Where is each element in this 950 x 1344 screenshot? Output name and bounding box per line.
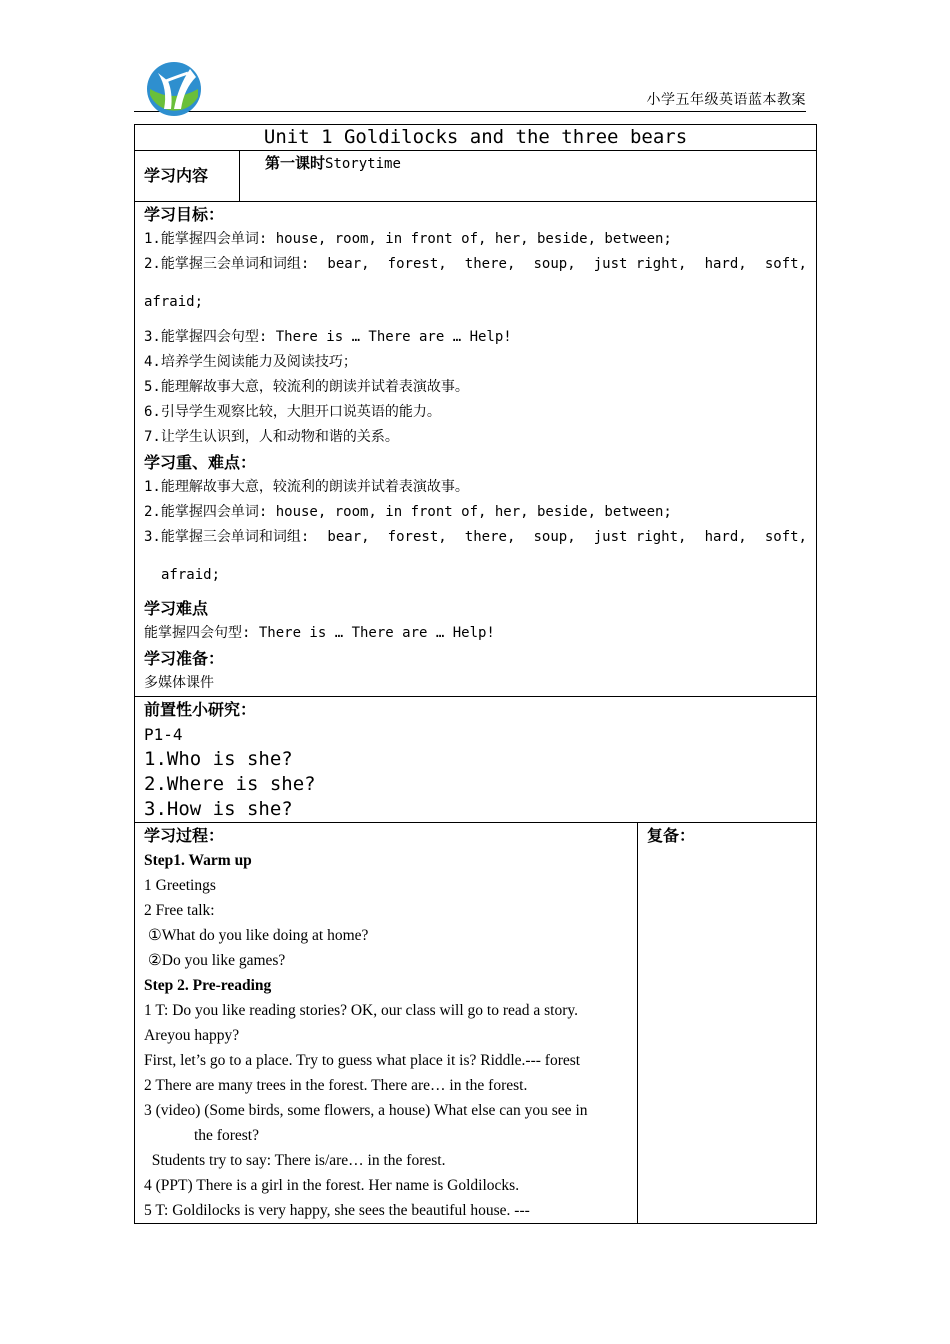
step-2-line: First, let’s go to a place. Try to guess what place it is? Riddle.--- forest: [144, 1052, 581, 1069]
pre-study-cell: [135, 697, 817, 823]
objectives-row: [135, 202, 817, 697]
step-1-line: 1 Greetings: [144, 877, 216, 894]
process-heading: 学习过程：: [144, 826, 225, 845]
objective-2-word: soup,: [533, 256, 576, 272]
content-row: [135, 151, 817, 202]
page-header: [134, 55, 806, 112]
objective-2-word: soft,: [764, 256, 807, 272]
difficulty-heading: 学习难点: [144, 599, 209, 618]
pre-study-heading: 前置性小研究：: [144, 700, 257, 719]
key-point-3-word: bear,: [327, 529, 370, 545]
key-point-3-word: forest,: [387, 529, 447, 545]
preparation-heading: 学习准备：: [144, 649, 225, 668]
step-2-line: 1 T: Do you like reading stories? OK, our class will go to read a story.: [144, 1002, 578, 1019]
step-2-line: 5 T: Goldilocks is very happy, she sees the beautiful house. ---: [144, 1202, 530, 1219]
objective-2-word: just right,: [593, 256, 687, 272]
pre-study-row: [135, 697, 817, 823]
key-point-3-continued: afraid;: [161, 567, 221, 583]
objectives-heading: 学习目标：: [144, 205, 225, 224]
process-cell: [135, 823, 638, 1224]
content-value: [240, 151, 817, 202]
step-2-line: Students try to say: There is/are… in the forest.: [144, 1152, 446, 1169]
school-logo-icon: [144, 59, 204, 119]
objective-6: 6.引导学生观察比较，大胆开口说英语的能力。: [144, 404, 441, 420]
step-1-line: ①What do you like doing at home?: [144, 927, 369, 944]
objective-2-word: there,: [464, 256, 516, 272]
review-cell: [638, 823, 817, 1224]
objective-2-word: forest,: [387, 256, 447, 272]
pre-study-question-1: 1.Who is she?: [144, 748, 293, 770]
pre-study-pages: P1-4: [144, 725, 183, 744]
step-2-line: 2 There are many trees in the forest. There are… in the forest.: [144, 1077, 528, 1094]
lesson-number: 第一课时: [265, 154, 326, 172]
key-point-3: [144, 525, 807, 550]
lesson-plan-table: [134, 124, 817, 1224]
key-point-2: 2.能掌握四会单词: house, room, in front of, her, beside, between;: [144, 504, 672, 520]
objective-5: 5.能理解故事大意，较流利的朗读并试着表演故事。: [144, 379, 469, 395]
step-1-line: 2 Free talk:: [144, 902, 215, 919]
step-1-line: ②Do you like games?: [144, 952, 286, 969]
objectives-cell: [135, 202, 817, 697]
key-point-3-word: 3.能掌握三会单词和词组:: [144, 529, 310, 545]
objective-2: [144, 252, 807, 277]
objective-3: 3.能掌握四会句型: There is … There are … Help!: [144, 329, 512, 345]
objective-7: 7.让学生认识到，人和动物和谐的关系。: [144, 429, 399, 445]
step-2-line: the forest?: [194, 1127, 259, 1144]
header-title: 小学五年级英语蓝本教案: [646, 92, 806, 108]
objective-2-word: 2.能掌握三会单词和词组:: [144, 256, 310, 272]
objective-1: 1.能掌握四会单词: house, room, in front of, her, beside, between;: [144, 231, 672, 247]
pre-study-question-2: 2.Where is she?: [144, 773, 316, 795]
title-row: [135, 125, 817, 151]
process-row: [135, 823, 817, 1224]
key-point-1: 1.能理解故事大意，较流利的朗读并试着表演故事。: [144, 479, 469, 495]
review-heading: 复备：: [647, 826, 696, 845]
key-point-3-word: there,: [464, 529, 516, 545]
content-label: 学习内容: [135, 151, 240, 202]
unit-title: Unit 1 Goldilocks and the three bears: [135, 125, 817, 151]
step-2-line: 3 (video) (Some birds, some flowers, a house) What else can you see in: [144, 1102, 588, 1119]
step-2-line: 4 (PPT) There is a girl in the forest. Her name is Goldilocks.: [144, 1177, 520, 1194]
objective-2-continued: afraid;: [144, 294, 204, 310]
lesson-name: Storytime: [325, 156, 401, 172]
difficulty-text: 能掌握四会句型: There is … There are … Help!: [144, 625, 495, 641]
key-point-3-word: soup,: [533, 529, 576, 545]
objective-4: 4.培养学生阅读能力及阅读技巧；: [144, 354, 357, 370]
step-2-heading: Step 2. Pre-reading: [144, 977, 272, 994]
key-point-3-word: hard,: [704, 529, 747, 545]
preparation-text: 多媒体课件: [144, 675, 214, 691]
objective-2-word: hard,: [704, 256, 747, 272]
key-point-3-word: soft,: [764, 529, 807, 545]
pre-study-question-3: 3.How is she?: [144, 798, 293, 820]
key-points-heading: 学习重、难点：: [144, 453, 257, 472]
step-2-line: Areyou happy?: [144, 1027, 240, 1044]
objective-2-word: bear,: [327, 256, 370, 272]
step-1-heading: Step1. Warm up: [144, 852, 252, 869]
key-point-3-word: just right,: [593, 529, 687, 545]
